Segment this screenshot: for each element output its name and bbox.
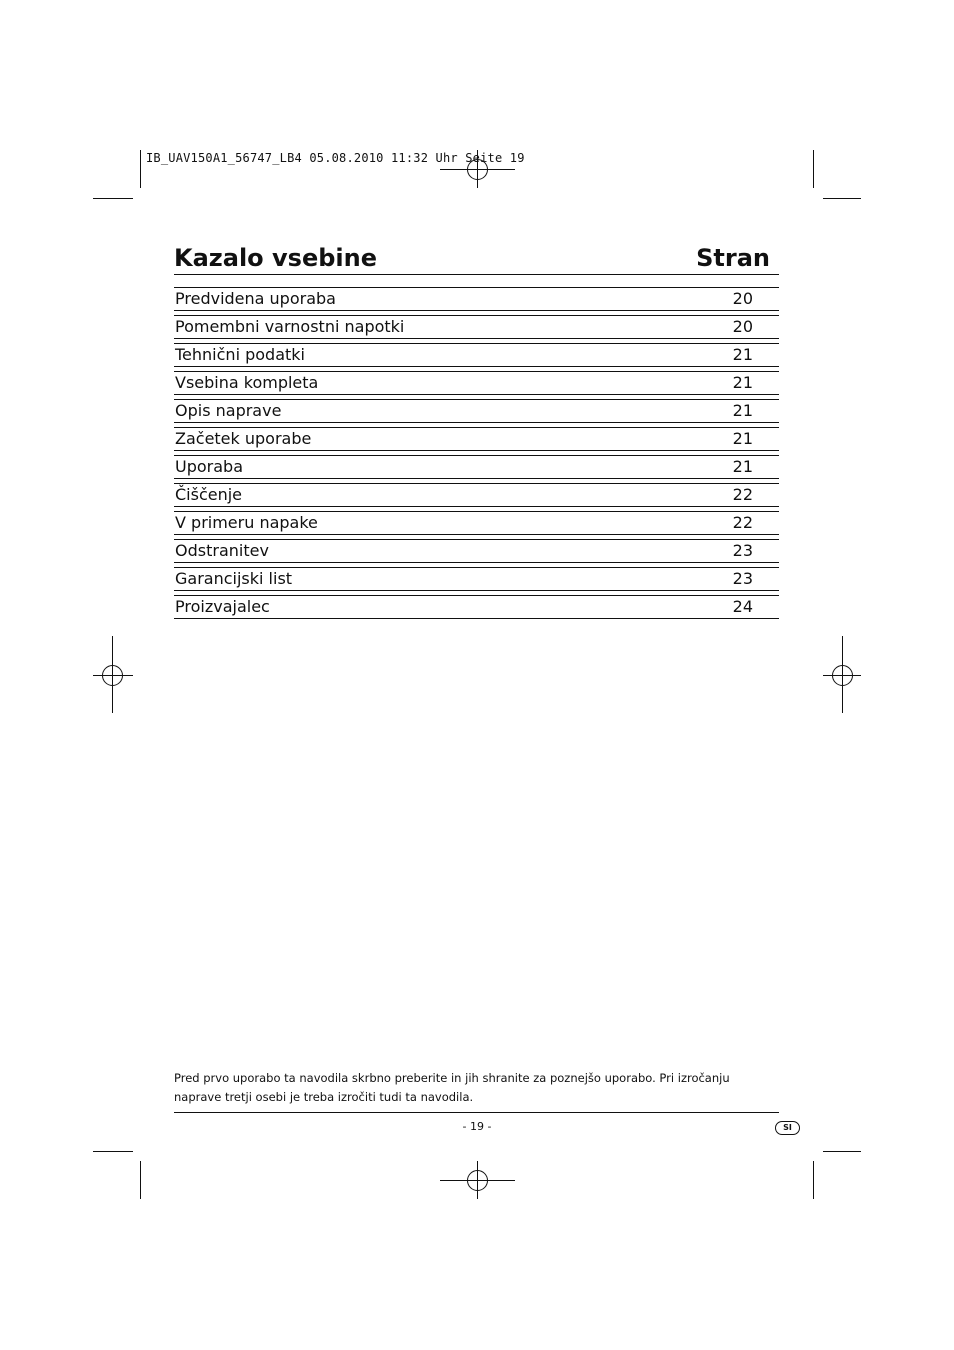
- toc-entry-label: Opis naprave: [175, 401, 282, 420]
- toc-entry[interactable]: [174, 483, 779, 507]
- toc-entry-page: 21: [732, 345, 753, 364]
- toc-entry-label: Predvidena uporaba: [175, 289, 336, 308]
- toc-entry-page: 22: [732, 485, 753, 504]
- instruction-note: Pred prvo uporabo ta navodila skrbno preberite in jih shranite za poznejšo uporabo. Pri izročanju naprave tretji osebi je treba izročiti tudi ta navodila.: [174, 1071, 730, 1104]
- toc-entry-page: 20: [732, 317, 753, 336]
- toc-entry[interactable]: [174, 595, 779, 619]
- title-rule: [174, 274, 779, 275]
- toc-entry-page: 22: [732, 513, 753, 532]
- toc-entry-label: Vsebina kompleta: [175, 373, 319, 392]
- toc-entry-label: Tehnični podatki: [175, 345, 305, 364]
- toc-entry-page: 21: [732, 429, 753, 448]
- toc-entry[interactable]: [174, 511, 779, 535]
- toc-entry-page: 21: [732, 373, 753, 392]
- toc-entry-label: V primeru napake: [175, 513, 318, 532]
- print-slug: IB_UAV150A1_56747_LB4 05.08.2010 11:32 Uhr Seite 19: [146, 151, 525, 165]
- toc-page-column-title: Stran: [696, 244, 770, 272]
- toc-entry-page: 23: [732, 569, 753, 588]
- page-number: - 19 -: [462, 1120, 492, 1133]
- toc-entry-page: 21: [732, 457, 753, 476]
- toc-entry[interactable]: [174, 399, 779, 423]
- toc-entry-label: Garancijski list: [175, 569, 293, 588]
- toc-entry[interactable]: [174, 371, 779, 395]
- toc-entry-label: Pomembni varnostni napotki: [175, 317, 405, 336]
- toc-list: [174, 287, 779, 623]
- toc-entry[interactable]: [174, 567, 779, 591]
- toc-entry[interactable]: [174, 343, 779, 367]
- footer-rule: [174, 1112, 779, 1113]
- toc-entry-label: Začetek uporabe: [175, 429, 312, 448]
- toc-entry[interactable]: [174, 539, 779, 563]
- toc-entry-label: Uporaba: [175, 457, 243, 476]
- toc-entry-page: 20: [732, 289, 753, 308]
- toc-entry-label: Čiščenje: [175, 485, 243, 504]
- toc-entry[interactable]: [174, 315, 779, 339]
- language-badge: SI: [775, 1121, 800, 1135]
- toc-entry[interactable]: [174, 455, 779, 479]
- toc-entry-page: 21: [732, 401, 753, 420]
- toc-entry-label: Odstranitev: [175, 541, 269, 560]
- toc-entry-page: 24: [732, 597, 753, 616]
- toc-entry-page: 23: [732, 541, 753, 560]
- toc-entry-label: Proizvajalec: [175, 597, 270, 616]
- toc-title: Kazalo vsebine: [174, 244, 378, 272]
- toc-entry[interactable]: [174, 287, 779, 311]
- toc-entry[interactable]: [174, 427, 779, 451]
